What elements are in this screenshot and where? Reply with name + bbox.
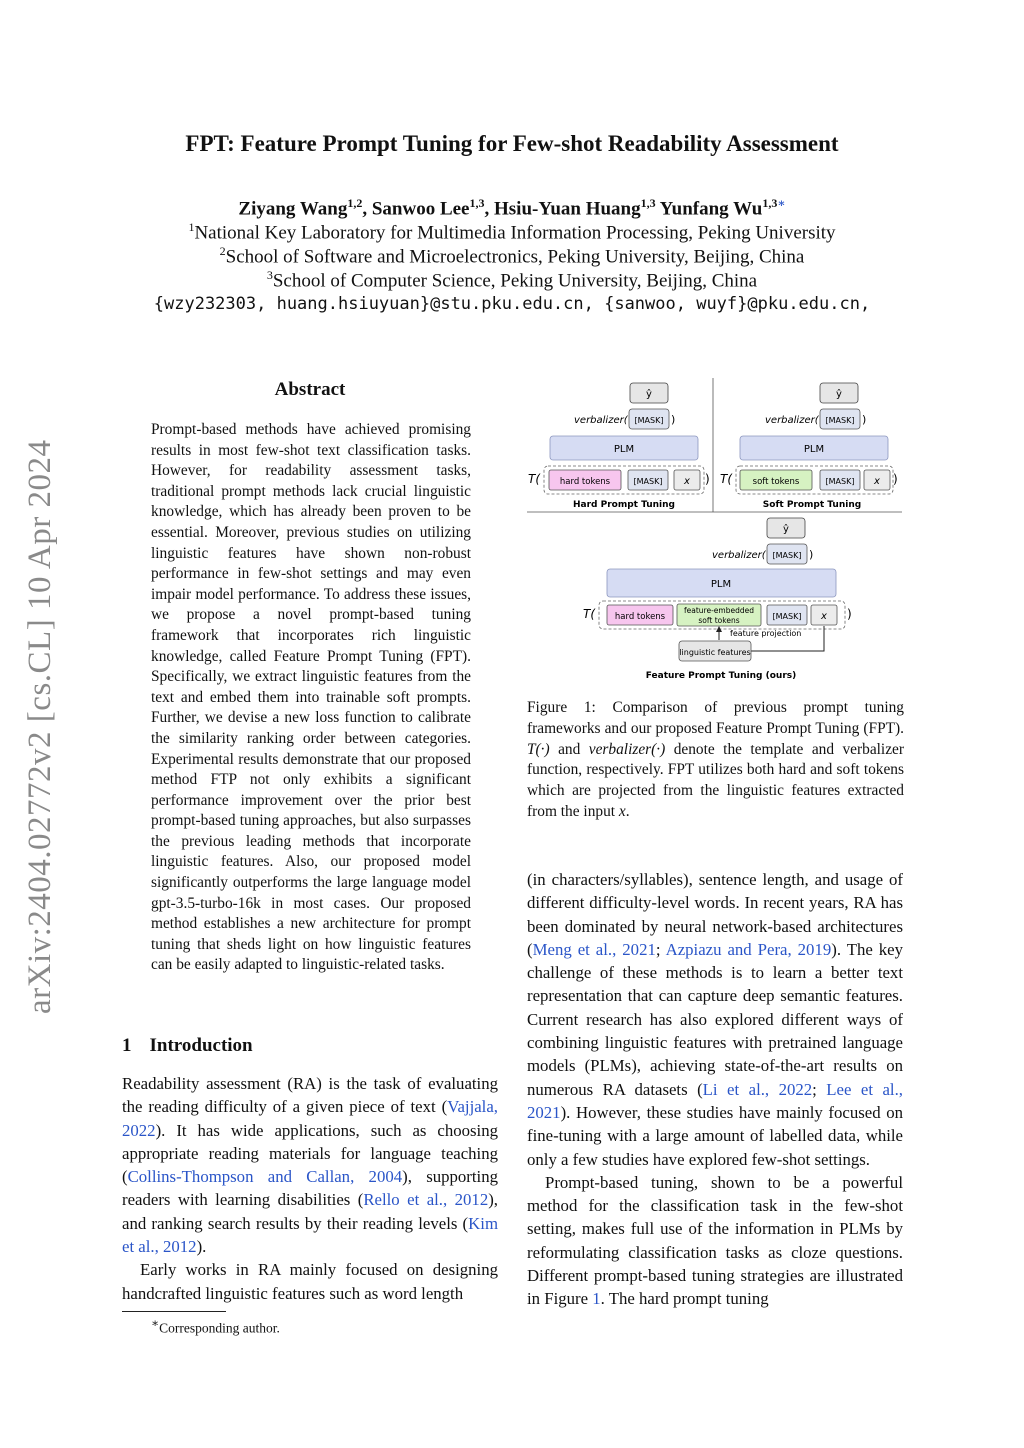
mask-label: [MASK] [633, 477, 663, 486]
author-affiliation-mark: 1,3 [640, 196, 656, 210]
feature-soft-tokens-label: feature-embedded [684, 606, 754, 615]
math-x: x [618, 802, 626, 820]
feature-prompt-tuning-panel [583, 518, 852, 681]
plm-label: PLM [613, 444, 635, 455]
section-heading [122, 1035, 253, 1057]
author-name: Yunfang Wu [659, 198, 763, 220]
affiliation-number: 1 [188, 220, 195, 234]
intro-paragraph [527, 1171, 903, 1311]
y-hat-label: ŷ [783, 524, 789, 535]
citation-link[interactable]: Lee et al., 2021 [527, 1079, 903, 1122]
affiliation [0, 220, 1024, 244]
math-template: T(·) [527, 740, 550, 758]
citation-link[interactable]: Li et al., 2022 [702, 1079, 813, 1099]
text-run: Figure 1: Comparison of previous prompt tuning frameworks and our proposed Feature Prompt Tuning (FPT). [527, 699, 904, 737]
mask-label: [MASK] [825, 416, 855, 425]
intro-left-column [122, 1072, 498, 1305]
affiliation-text: School of Software and Microelectronics, Peking University, Beijing, China [225, 246, 805, 268]
intro-paragraph [122, 1072, 498, 1258]
mask-label: [MASK] [825, 477, 855, 486]
close-paren: ) [809, 548, 814, 561]
author-affiliation-mark: 1,3 [762, 196, 778, 210]
figure-1-diagram [525, 378, 905, 684]
citation-link[interactable]: Meng et al., 2021 [532, 939, 656, 959]
footnote-mark: ∗ [151, 1316, 160, 1330]
text-run: ). The key challenge of these methods is to learn a better text representation that can capture deep semantic features. Current research has also explored different ways of combining linguistic features with pretrained language models (PLMs), achieving state-of-the-art results on numerous RA datasets ( [527, 939, 903, 1099]
feature-projection-label: feature projection [730, 629, 802, 638]
soft-tokens-label: soft tokens [752, 477, 800, 487]
figure-caption [527, 698, 904, 823]
text-run: Prompt-based tuning, shown to be a powerful method for the classification task in the few-shot setting, makes full use of the information in PLMs by reformulating classification tasks as cloze questions. Different prompt-based tuning strategies are illustrated in Figure [527, 1172, 903, 1309]
text-run: Readability assessment (RA) is the task of evaluating the reading difficulty of a given piece of text ( [122, 1074, 498, 1117]
paper-title: FPT: Feature Prompt Tuning for Few-shot Readability Assessment [185, 131, 839, 156]
author-name: Sanwoo Lee [371, 198, 470, 220]
fpt-caption: Feature Prompt Tuning (ours) [645, 671, 797, 681]
citation-link[interactable]: Collins-Thompson and Callan, 2004 [127, 1167, 403, 1187]
text-run: ; [812, 1079, 827, 1099]
footnote-text: Corresponding author. [159, 1320, 280, 1336]
hard-prompt-caption: Hard Prompt Tuning [573, 500, 675, 510]
footnote [151, 1316, 280, 1337]
text-run: . The hard prompt tuning [600, 1289, 769, 1309]
text-run: . [625, 802, 630, 820]
text-run: ; [655, 939, 666, 959]
corresponding-author-mark[interactable]: ∗ [777, 196, 786, 210]
author-name: Ziyang Wang [238, 198, 348, 220]
soft-prompt-tuning-panel [720, 383, 898, 510]
input-x-label: x [874, 476, 880, 487]
text-run: ). However, these studies have mainly focused on fine-tuning with a large amount of labelled data, while only a few studies have explored few-shot settings. [527, 1102, 903, 1169]
text-run: ). It has wide applications, such as choosing appropriate reading materials for language teaching ( [122, 1120, 498, 1187]
close-paren: ) [671, 413, 676, 426]
author-affiliation-mark: 1,3 [469, 196, 485, 210]
citation-link[interactable]: Vajjala, 2022 [122, 1097, 498, 1140]
hard-tokens-label: hard tokens [614, 612, 666, 622]
close-paren: ) [847, 607, 852, 621]
close-paren: ) [862, 413, 867, 426]
citation-link[interactable]: Azpiazu and Pera, 2019 [665, 939, 832, 959]
input-x-label: x [684, 476, 690, 487]
text-run: denote the template and verbalizer function, respectively. FPT utilizes both hard and soft tokens which are projected from the linguistic features extracted from the input [527, 740, 904, 820]
y-hat-label: ŷ [646, 389, 652, 400]
verbalizer-label: verbalizer( [712, 550, 766, 561]
verbalizer-label: verbalizer( [765, 415, 819, 426]
section-number: 1 [122, 1035, 132, 1056]
hard-tokens-label: hard tokens [559, 477, 611, 487]
affiliation-text: National Key Laboratory for Multimedia Information Processing, Peking University [194, 222, 836, 244]
mask-label: [MASK] [772, 612, 802, 621]
linguistic-features-label: linguistic features [679, 648, 751, 657]
affiliation-number: 2 [219, 244, 226, 258]
author-name: Hsiu-Yuan Huang [494, 198, 641, 220]
affiliation [0, 244, 1024, 268]
y-hat-label: ŷ [836, 389, 842, 400]
template-label: T( [583, 607, 596, 621]
hard-prompt-tuning-panel [528, 383, 710, 510]
author-emails: {wzy232303, huang.hsiuyuan}@stu.pku.edu.cn, {sanwoo, wuyf}@pku.edu.cn, [153, 294, 871, 314]
author-affiliation-mark: 1,2 [347, 196, 363, 210]
affiliation-number: 3 [266, 268, 273, 282]
arxiv-identifier: arXiv:2404.02772v2 [cs.CL] 10 Apr 2024 [22, 439, 58, 1014]
affiliation-text: School of Computer Science, Peking University, Beijing, China [272, 270, 758, 292]
template-label: T( [528, 472, 541, 486]
soft-prompt-caption: Soft Prompt Tuning [762, 500, 862, 510]
plm-label: PLM [710, 579, 732, 590]
section-title: Introduction [149, 1035, 253, 1056]
author-list: Ziyang Wang$^{1,2}$, Sanwoo Lee$^{1,3}$, Hsiu-Yuan Huang$^{1,3}$ Yunfang $Wu^{1,3∗}$ [238, 196, 786, 220]
intro-paragraph [527, 868, 903, 1171]
text-run: (in characters/syllables), sentence length, and usage of different difficulty-level words. In recent years, RA has been dominated by neural network-based architectures ( [527, 870, 903, 959]
input-x-label: x [821, 611, 827, 622]
verbalizer-label: verbalizer( [574, 415, 628, 426]
text-run: ), supporting readers with learning disabilities ( [122, 1167, 498, 1210]
citation-link[interactable]: Kim et al., 2012 [122, 1213, 498, 1257]
citation-link[interactable]: Rello et al., 2012 [363, 1190, 489, 1210]
math-verbalizer: verbalizer(·) [588, 740, 666, 758]
mask-label: [MASK] [634, 416, 664, 425]
close-paren: ) [705, 472, 710, 486]
affiliation [0, 268, 1024, 292]
feature-soft-tokens-label: soft tokens [698, 616, 740, 625]
plm-label: PLM [803, 444, 825, 455]
mask-label: [MASK] [772, 551, 802, 560]
abstract-heading: Abstract [274, 379, 346, 400]
footnote-divider [122, 1311, 226, 1312]
abstract-body: Prompt-based methods have achieved promising results in most few-shot text classification tasks. However, for readability assessment tasks, traditional prompt methods lack crucial linguistic knowledge, which has already been proven to be essential. Moreover, previous studies on utilizing linguistic features have shown non-robust performance in few-shot settings and may even impair model performance. To address these issues, we propose a novel prompt-based tuning framework that incorporates rich linguistic knowledge, called Feature Prompt Tuning (FPT). Specifically, we extract linguistic features from the text and embed them into trainable soft prompts. Further, we devise a new loss function to calibrate the similarity ranking order between categories. Experimental results demonstrate that our proposed method FTP not only exhibits a significant performance improvement over the prior best prompt-based tuning approaches, but also surpasses the previous leading methods that incorporate linguistic features. Also, our proposed model significantly outperforms the large language model gpt-3.5-turbo-16k in most cases. Our proposed method establishes a new architecture for prompt tuning that sheds light on how linguistic features can be easily adapted to linguistic-related tasks. [151, 421, 471, 974]
intro-right-column [527, 868, 903, 1311]
text-run: ). [196, 1237, 207, 1257]
template-label: T( [720, 472, 733, 486]
text-run: ), and ranking search results by their reading levels ( [122, 1190, 499, 1233]
close-paren: ) [893, 472, 898, 486]
figure-reference-link[interactable]: 1 [592, 1289, 601, 1309]
text-run: and [549, 740, 589, 758]
intro-paragraph: Early works in RA mainly focused on designing handcrafted linguistic features such as word length [122, 1260, 498, 1303]
